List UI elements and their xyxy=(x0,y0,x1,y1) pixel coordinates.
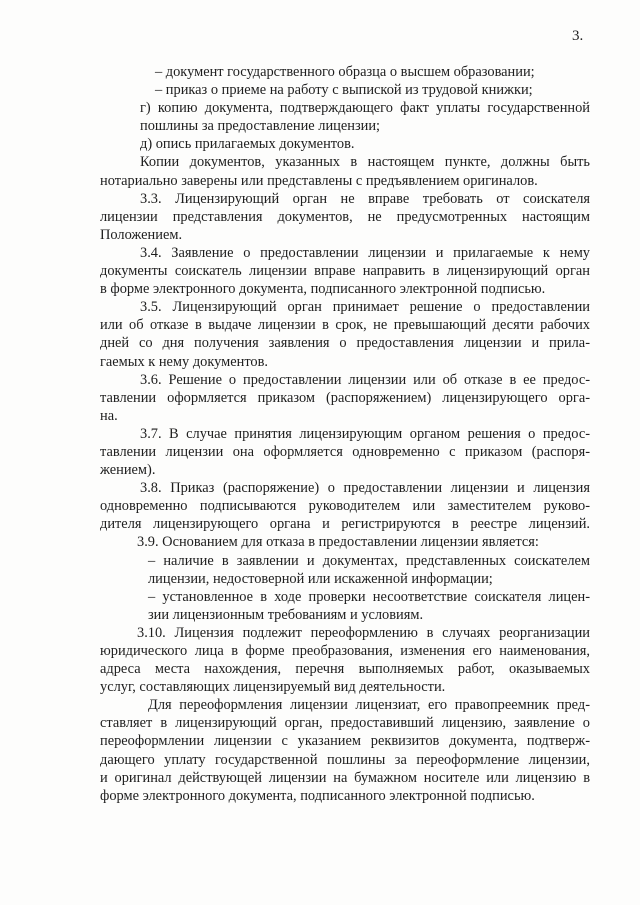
page-number: 3. xyxy=(572,28,584,44)
text-line: жением). xyxy=(100,462,156,479)
text-line: и оригинал действующей лицензии на бумажном носителе или лицензию в xyxy=(100,769,590,786)
text-line: услуг, составляющих лицензируемый вид деятельности. xyxy=(100,679,446,696)
text-line: тавлении лицензии она оформляется одновременно с приказом (распоря- xyxy=(100,443,590,460)
text-line: на. xyxy=(100,407,118,424)
text-line: одновременно подписываются руководителем или заместителем руково- xyxy=(100,498,590,515)
text-line: 3.3. Лицензирующий орган не вправе требовать от соискателя xyxy=(140,190,590,207)
text-line: гаемых к нему документов. xyxy=(100,353,269,370)
text-line: Копии документов, указанных в настоящем пункте, должны быть xyxy=(140,154,590,171)
text-line: Положением. xyxy=(100,226,183,243)
text-line: форме электронного документа, подписанного электронной подписью. xyxy=(100,787,535,804)
text-line: д) опись прилагаемых документов. xyxy=(140,136,355,153)
text-line: зии лицензионным требованиям и условиям. xyxy=(148,606,424,623)
text-line: дающего уплату государственной пошлины за переоформление лицензии, xyxy=(100,751,590,768)
text-line: дителя лицензирующего органа и регистрируются в реестре лицензий. xyxy=(100,516,590,533)
text-line: 3.5. Лицензирующий орган принимает решение о предоставлении xyxy=(140,299,590,316)
text-line: 3.9. Основанием для отказа в предоставлении лицензии является: xyxy=(137,534,539,551)
text-line: адреса места нахождения, перечня выполняемых работ, оказываемых xyxy=(100,661,590,678)
text-line: тавлении оформляется приказом (распоряжением) лицензирующего орга- xyxy=(100,389,590,406)
text-line: в форме электронного документа, подписанного электронной подписью. xyxy=(100,281,546,298)
text-line: Для переоформления лицензии лицензиат, его правопреемник пред- xyxy=(148,697,590,714)
text-line: переоформлении лицензии с указанием реквизитов документа, подтверж- xyxy=(100,733,590,750)
text-line: – установленное в ходе проверки несоответствие соискателя лицен- xyxy=(148,588,590,605)
text-line: пошлины за предоставление лицензии; xyxy=(140,118,381,135)
text-line: 3.7. В случае принятия лицензирующим органом решения о предос- xyxy=(140,425,590,442)
text-line: 3.8. Приказ (распоряжение) о предоставлении лицензии и лицензия xyxy=(140,480,590,497)
document-body xyxy=(100,63,590,805)
text-line: ставляет в лицензирующий орган, предоставивший лицензию, заявление о xyxy=(100,715,590,732)
text-line: 3.10. Лицензия подлежит переоформлению в случаях реорганизации xyxy=(137,624,590,641)
text-line: лицензии представления документов, не предусмотренных настоящим xyxy=(100,208,590,225)
text-line: – наличие в заявлении и документах, представленных соискателем xyxy=(148,552,590,569)
text-line: г) копию документа, подтверждающего факт уплаты государственной xyxy=(140,100,590,117)
text-line: нотариально заверены или представлены с предъявлением оригиналов. xyxy=(100,172,538,189)
text-line: дней со дня получения заявления о предоставления лицензии и прила- xyxy=(100,335,590,352)
text-line: 3.6. Решение о предоставлении лицензии или об отказе в ее предос- xyxy=(140,371,590,388)
text-line: – документ государственного образца о высшем образовании; xyxy=(155,64,535,80)
text-line: лицензии, недостоверной или искаженной информации; xyxy=(148,570,493,587)
text-line: юридического лица в форме преобразования, изменения его наименования, xyxy=(100,643,590,659)
text-line: документы соискатель лицензии вправе направить в лицензирующий орган xyxy=(100,263,590,280)
text-line: или об отказе в выдаче лицензии в срок, не превышающий десяти рабочих xyxy=(100,317,590,334)
text-line: – приказ о приеме на работу с выпиской из трудовой книжки; xyxy=(155,82,533,99)
text-line: 3.4. Заявление о предоставлении лицензии и прилагаемые к нему xyxy=(140,244,590,261)
